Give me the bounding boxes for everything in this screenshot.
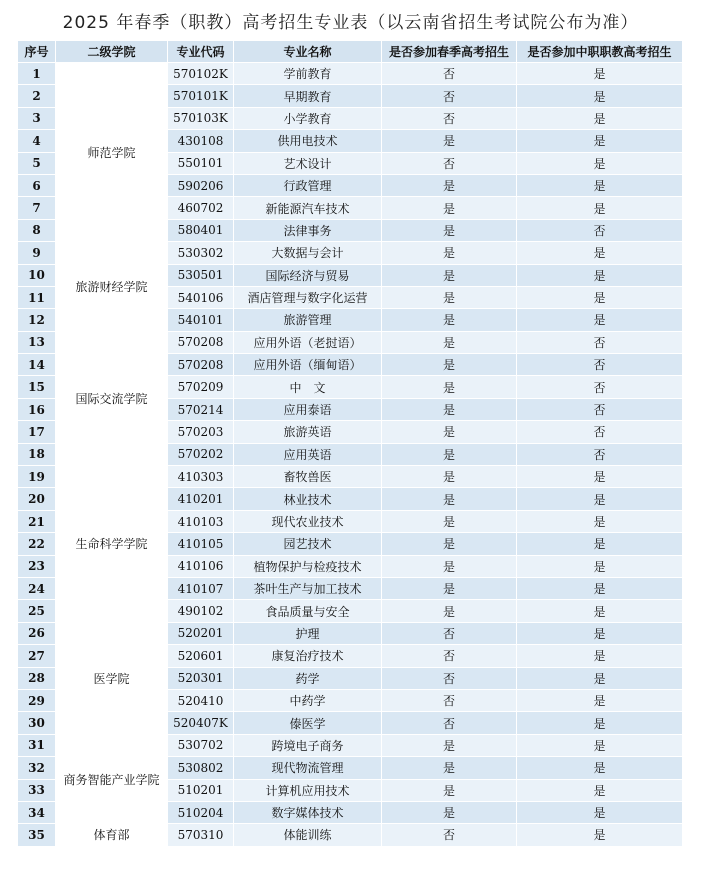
major-name: 中 文 [234,376,382,398]
vocational-exam-status: 否 [517,421,683,443]
major-code: 520407K [168,712,234,734]
spring-exam-status: 是 [382,219,517,241]
college-name: 师范学院 [56,63,168,242]
vocational-exam-status: 是 [517,152,683,174]
header-major-name: 专业名称 [234,41,382,63]
row-serial-number: 35 [18,824,56,846]
spring-exam-status: 是 [382,331,517,353]
spring-exam-status: 否 [382,152,517,174]
spring-exam-status: 否 [382,667,517,689]
major-code: 430108 [168,130,234,152]
row-serial-number: 4 [18,130,56,152]
row-serial-number: 33 [18,779,56,801]
major-name: 国际经济与贸易 [234,264,382,286]
college-name: 旅游财经学院 [56,242,168,332]
major-code: 510204 [168,801,234,823]
major-code: 410107 [168,577,234,599]
major-name: 酒店管理与数字化运营 [234,286,382,308]
row-serial-number: 23 [18,555,56,577]
major-name: 畜牧兽医 [234,466,382,488]
spring-exam-status: 是 [382,555,517,577]
vocational-exam-status: 是 [517,309,683,331]
major-name: 应用外语（老挝语） [234,331,382,353]
row-serial-number: 24 [18,577,56,599]
row-serial-number: 17 [18,421,56,443]
row-serial-number: 10 [18,264,56,286]
major-code: 540106 [168,286,234,308]
row-serial-number: 3 [18,107,56,129]
major-name: 林业技术 [234,488,382,510]
row-serial-number: 31 [18,734,56,756]
spring-exam-status: 否 [382,689,517,711]
major-name: 茶叶生产与加工技术 [234,577,382,599]
major-code: 550101 [168,152,234,174]
row-serial-number: 19 [18,466,56,488]
vocational-exam-status: 否 [517,376,683,398]
row-serial-number: 9 [18,242,56,264]
header-college: 二级学院 [56,41,168,63]
row-serial-number: 30 [18,712,56,734]
vocational-exam-status: 是 [517,510,683,532]
vocational-exam-status: 是 [517,600,683,622]
major-name: 跨境电子商务 [234,734,382,756]
spring-exam-status: 否 [382,645,517,667]
major-code: 410106 [168,555,234,577]
vocational-exam-status: 是 [517,555,683,577]
major-name: 应用泰语 [234,398,382,420]
major-code: 570101K [168,85,234,107]
major-name: 新能源汽车技术 [234,197,382,219]
table-row [18,466,683,488]
major-code: 530302 [168,242,234,264]
row-serial-number: 34 [18,801,56,823]
major-name: 供用电技术 [234,130,382,152]
row-serial-number: 25 [18,600,56,622]
major-name: 学前教育 [234,63,382,85]
vocational-exam-status: 否 [517,354,683,376]
spring-exam-status: 是 [382,466,517,488]
vocational-exam-status: 是 [517,130,683,152]
spring-exam-status: 是 [382,779,517,801]
major-code: 530501 [168,264,234,286]
majors-table [17,40,683,847]
row-serial-number: 27 [18,645,56,667]
vocational-exam-status: 是 [517,533,683,555]
vocational-exam-status: 否 [517,331,683,353]
row-serial-number: 20 [18,488,56,510]
major-code: 570103K [168,107,234,129]
vocational-exam-status: 是 [517,286,683,308]
table-row [18,331,683,353]
vocational-exam-status: 是 [517,712,683,734]
major-name: 现代农业技术 [234,510,382,532]
row-serial-number: 32 [18,757,56,779]
major-name: 食品质量与安全 [234,600,382,622]
spring-exam-status: 是 [382,443,517,465]
major-code: 540101 [168,309,234,331]
spring-exam-status: 是 [382,376,517,398]
table-row [18,622,683,644]
row-serial-number: 29 [18,689,56,711]
major-code: 570203 [168,421,234,443]
major-name: 早期教育 [234,85,382,107]
spring-exam-status: 是 [382,174,517,196]
vocational-exam-status: 是 [517,757,683,779]
major-name: 行政管理 [234,174,382,196]
spring-exam-status: 是 [382,488,517,510]
row-serial-number: 7 [18,197,56,219]
header-major-code: 专业代码 [168,41,234,63]
vocational-exam-status: 是 [517,264,683,286]
major-name: 小学教育 [234,107,382,129]
major-name: 应用英语 [234,443,382,465]
vocational-exam-status: 是 [517,197,683,219]
vocational-exam-status: 是 [517,734,683,756]
vocational-exam-status: 是 [517,63,683,85]
row-serial-number: 8 [18,219,56,241]
page-title: 2025 年春季（职教）高考招生专业表（以云南省招生考试院公布为准） [62,13,639,33]
spring-exam-status: 是 [382,264,517,286]
major-code: 580401 [168,219,234,241]
spring-exam-status: 是 [382,309,517,331]
college-name: 生命科学学院 [56,466,168,623]
spring-exam-status: 是 [382,600,517,622]
vocational-exam-status: 是 [517,174,683,196]
vocational-exam-status: 是 [517,622,683,644]
major-code: 510201 [168,779,234,801]
spring-exam-status: 是 [382,197,517,219]
major-code: 570202 [168,443,234,465]
vocational-exam-status: 是 [517,242,683,264]
spring-exam-status: 是 [382,801,517,823]
vocational-exam-status: 是 [517,488,683,510]
college-name: 医学院 [56,622,168,734]
spring-exam-status: 否 [382,107,517,129]
row-serial-number: 18 [18,443,56,465]
major-name: 旅游管理 [234,309,382,331]
major-name: 旅游英语 [234,421,382,443]
major-code: 410103 [168,510,234,532]
major-name: 傣医学 [234,712,382,734]
vocational-exam-status: 是 [517,85,683,107]
row-serial-number: 21 [18,510,56,532]
row-serial-number: 14 [18,354,56,376]
row-serial-number: 5 [18,152,56,174]
major-code: 570102K [168,63,234,85]
row-serial-number: 22 [18,533,56,555]
spring-exam-status: 是 [382,577,517,599]
spring-exam-status: 是 [382,757,517,779]
row-serial-number: 2 [18,85,56,107]
vocational-exam-status: 是 [517,689,683,711]
spring-exam-status: 是 [382,354,517,376]
table-row [18,734,683,756]
vocational-exam-status: 是 [517,824,683,846]
spring-exam-status: 否 [382,63,517,85]
major-code: 570214 [168,398,234,420]
major-name: 植物保护与检疫技术 [234,555,382,577]
major-code: 410303 [168,466,234,488]
major-code: 460702 [168,197,234,219]
header-spring-exam: 是否参加春季高考招生 [382,41,517,63]
row-serial-number: 6 [18,174,56,196]
table-header-row [18,41,683,63]
major-name: 园艺技术 [234,533,382,555]
major-name: 艺术设计 [234,152,382,174]
vocational-exam-status: 是 [517,645,683,667]
spring-exam-status: 否 [382,824,517,846]
college-name: 商务智能产业学院 [56,734,168,824]
row-serial-number: 28 [18,667,56,689]
major-code: 570208 [168,354,234,376]
major-name: 法律事务 [234,219,382,241]
major-code: 530802 [168,757,234,779]
header-serial-number: 序号 [18,41,56,63]
major-code: 570209 [168,376,234,398]
row-serial-number: 12 [18,309,56,331]
vocational-exam-status: 否 [517,398,683,420]
spring-exam-status: 是 [382,533,517,555]
major-code: 570208 [168,331,234,353]
vocational-exam-status: 是 [517,107,683,129]
row-serial-number: 11 [18,286,56,308]
spring-exam-status: 是 [382,734,517,756]
spring-exam-status: 否 [382,712,517,734]
major-name: 护理 [234,622,382,644]
major-name: 体能训练 [234,824,382,846]
major-name: 应用外语（缅甸语） [234,354,382,376]
spring-exam-status: 否 [382,85,517,107]
row-serial-number: 26 [18,622,56,644]
major-name: 中药学 [234,689,382,711]
major-code: 530702 [168,734,234,756]
major-code: 520410 [168,689,234,711]
table-row [18,824,683,846]
row-serial-number: 16 [18,398,56,420]
major-code: 570310 [168,824,234,846]
major-name: 药学 [234,667,382,689]
vocational-exam-status: 是 [517,577,683,599]
vocational-exam-status: 是 [517,667,683,689]
major-code: 520601 [168,645,234,667]
major-code: 520201 [168,622,234,644]
major-name: 康复治疗技术 [234,645,382,667]
major-code: 520301 [168,667,234,689]
spring-exam-status: 是 [382,242,517,264]
vocational-exam-status: 否 [517,443,683,465]
major-code: 410105 [168,533,234,555]
college-name: 国际交流学院 [56,331,168,465]
spring-exam-status: 否 [382,622,517,644]
major-name: 大数据与会计 [234,242,382,264]
header-vocational-exam: 是否参加中职职教高考招生 [517,41,683,63]
vocational-exam-status: 是 [517,466,683,488]
major-code: 490102 [168,600,234,622]
row-serial-number: 1 [18,63,56,85]
vocational-exam-status: 是 [517,801,683,823]
table-row [18,63,683,85]
major-name: 数字媒体技术 [234,801,382,823]
row-serial-number: 13 [18,331,56,353]
spring-exam-status: 是 [382,510,517,532]
vocational-exam-status: 否 [517,219,683,241]
spring-exam-status: 是 [382,286,517,308]
vocational-exam-status: 是 [517,779,683,801]
major-code: 410201 [168,488,234,510]
table-row [18,242,683,264]
major-name: 现代物流管理 [234,757,382,779]
table-body [18,63,683,847]
major-code: 590206 [168,174,234,196]
row-serial-number: 15 [18,376,56,398]
spring-exam-status: 是 [382,421,517,443]
major-name: 计算机应用技术 [234,779,382,801]
spring-exam-status: 是 [382,130,517,152]
spring-exam-status: 是 [382,398,517,420]
college-name: 体育部 [56,824,168,846]
